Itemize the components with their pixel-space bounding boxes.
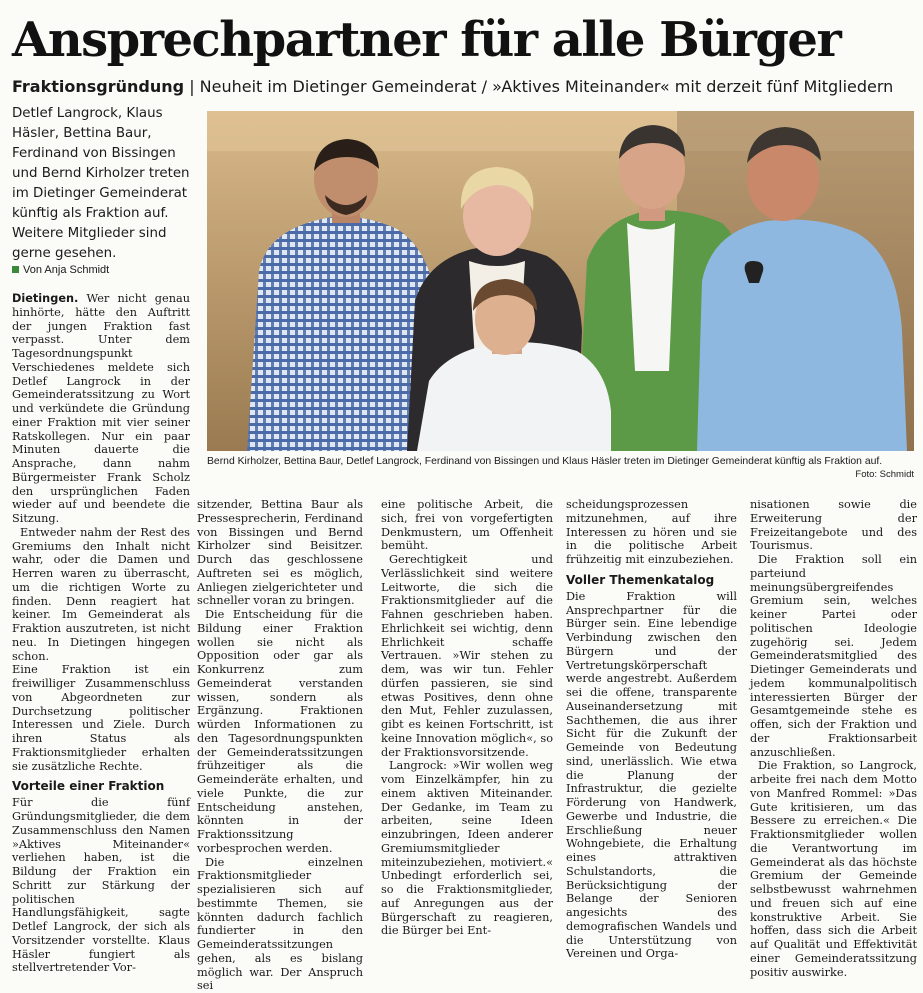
photo-caption-text: Bernd Kirholzer, Bettina Baur, Detlef Langrock, Ferdinand von Bissingen und Klaus Häsler treten im Dietinger Gemeinderat künftig als Fraktion auf. [207,456,882,467]
paragraph-text: Wer nicht genau hinhörte, hätte den Auftritt der jungen Fraktion fast verpasst. Unter dem Tagesordnungspunkt Verschiedenes meldete sich Detlef Langrock in der Gemeinderatssitzung zu Wort und verkündete die Gründung einer Fraktion mit vier seiner Ratskollegen. Nur ein paar Minuten dauerte die Ansprache, dann nahm Bürgermeister Frank Scholz den ursprünglichen Faden wieder auf und beendete die Sitzung. [12,292,190,525]
paragraph: Eine Fraktion ist ein freiwilliger Zusammenschluss von Abgeordneten zur Durchsetzung politischer Interessen und Ziele. Durch ihren Status als Fraktionsmitglieder erhalten sie zusätzliche Rechte. [12,663,190,773]
group-photo [207,111,914,451]
paragraph: Für die fünf Gründungsmitglieder, die dem Zusammenschluss den Namen »Aktives Miteinander« verliehen haben, ist die Bildung der Fraktion ein Schritt zur Stärkung der politischen Handlungsfähigkeit, sagte Detlef Langrock, der sich als Vorsitzender vorstellte. Klaus Häsler fungiert als stellvertretender Vor- [12,796,190,975]
kicker: Fraktionsgründung [12,77,184,96]
subline-separator: | [189,77,194,96]
paragraph [12,292,190,526]
green-square-icon [12,266,19,273]
subheading: Voller Themenkatalog [566,573,737,588]
article-column-4 [566,498,737,961]
photo-credit: Foto: Schmidt [855,468,914,481]
byline-author: Von Anja Schmidt [23,264,109,276]
paragraph: Die einzelnen Fraktionsmitglieder spezialisieren sich auf bestimmte Themen, sie könnten dadurch fachlich fundierter in den Gemeinderatssitzungen gehen, als es bislang möglich war. Der Anspruch sei [197,856,363,993]
paragraph: eine politische Arbeit, die sich, frei von vorgefertigten Denkmustern, um Offenheit bemüht. [381,498,553,553]
paragraph: scheidungsprozessen mitzunehmen, auf ihre Interessen zu hören und sie in die politische Arbeit frühzeitig mit einzubeziehen. [566,498,737,567]
intro-teaser [12,104,192,264]
photo-caption [207,455,914,468]
paragraph: Entweder nahm der Rest des Gremiums den Inhalt nicht wahr, oder die Damen und Herren waren zu überrascht, um die richtigen Worte zu finden. Denn reagiert hat keiner. Im Gemeinderat als Fraktion auszutreten, ist nicht neu. In Dietingen hingegen schon. [12,526,190,664]
paragraph: Die Entscheidung für die Bildung einer Fraktion wollen sie nicht als Opposition oder gar als Konkurrenz zum Gemeinderat verstanden wissen, sondern als Ergänzung. Fraktionen würden Informationen zu den Tagesordnungspunkten der Gemeinderatssitzungen frühzeitiger als die Gemeinderäte erhalten, und viele Punkte, die zur Entscheidung anstehen, könnten in der Fraktionssitzung vorbesprochen werden. [197,608,363,856]
subheading: Vorteile einer Fraktion [12,779,190,794]
intro-text: Detlef Langrock, Klaus Häsler, Bettina Baur, Ferdinand von Bissingen und Bernd Kirholzer treten im Dietinger Gemeinderat künftig als Fraktion auf. Weitere Mitglieder sind gerne gesehen. [12,104,192,264]
subline [12,76,917,98]
dateline: Dietingen. [12,292,78,305]
paragraph: Die Fraktion, so Langrock, arbeite frei nach dem Motto von Manfred Rommel: »Das Gute kritisieren, um das Bessere zu erreichen.« Die Fraktionsmitglieder wollen die Verantwortung im Gemeinderat als das höchste Gremium der Gemeinde selbstbewusst wahrnehmen und freuen sich auf eine konstruktive Arbeit. Sie hoffen, dass sich die Arbeit auf Qualität und Effektivität einer Gemeinderatssitzung positiv auswirke. [750,759,917,979]
paragraph: Die Fraktion will Ansprechpartner für die Bürger sein. Eine lebendige Verbindung zwischen den Bürgern und der Vertretungskörperschaft werde angestrebt. Außerdem sei die offene, transparente Auseinandersetzung mit Sachthemen, die aus ihrer Sicht für die Zukunft der Gemeinde von Bedeutung sind, unerlässlich. Wie etwa die Planung der Infrastruktur, die gezielte Förderung von Handwerk, Gewerbe und Industrie, die Erschließung neuer Wohngebiete, die Erhaltung eines attraktiven Schulstandorts, die Berücksichtigung der Belange der Senioren angesichts des demografischen Wandels und die Unterstützung von Vereinen und Orga- [566,590,737,961]
article-column-3 [381,498,553,938]
paragraph: Die Fraktion soll ein parteiund meinungsübergreifendes Gremium sein, welches keiner Partei oder politischen Ideologie zugehörig sei. Jedem Gemeinderatsmitglied des Dietinger Gemeinderats und jedem kommunalpolitisch interessierten Bürger der Gesamtgemeinde stehe es offen, sich der Fraktion und der Fraktionsarbeit anzuschließen. [750,553,917,759]
paragraph: Langrock: »Wir wollen weg vom Einzelkämpfer, hin zu einem aktiven Miteinander. Der Gedanke, im Team zu arbeiten, seine Ideen einzubringen, Ideen anderer Gremiumsmitglieder miteinzubeziehen, motiviert.« Unbedingt erforderlich sei, so die Fraktionsmitglieder, auf Anregungen aus der Bürgerschaft zu reagieren, die Bürger bei Ent- [381,759,553,938]
byline [12,263,192,277]
paragraph: Gerechtigkeit und Verlässlichkeit sind weitere Leitworte, die sich die Fraktionsmitglieder auf die Fahnen geschrieben haben. Ehrlichkeit sei wichtig, denn Ehrlichkeit schaffe Vertrauen. »Wir stehen zu dem, was wir tun. Fehler dürfen passieren, sie sind etwas Positives, denn ohne den Mut, Fehler zuzulassen, gibt es keinen Fortschritt, ist keine Innovation möglich«, so der Fraktionsvorsitzende. [381,553,553,759]
group-photo-illustration [207,111,914,451]
article-column-1 [12,292,190,975]
article-column-5 [750,498,917,979]
paragraph: nisationen sowie die Erweiterung der Freizeitangebote und des Tourismus. [750,498,917,553]
subline-text: Neuheit im Dietinger Gemeinderat / »Aktives Miteinander« mit derzeit fünf Mitgliedern [200,77,894,96]
article-column-2 [197,498,363,993]
headline: Ansprechpartner für alle Bürger [12,2,917,78]
paragraph: sitzender, Bettina Baur als Pressesprecherin, Ferdinand von Bissingen und Bernd Kirholzer sind Beisitzer. Durch das geschlossene Auftreten sei es möglich, Anliegen zielgerichteter und schneller voran zu bringen. [197,498,363,608]
